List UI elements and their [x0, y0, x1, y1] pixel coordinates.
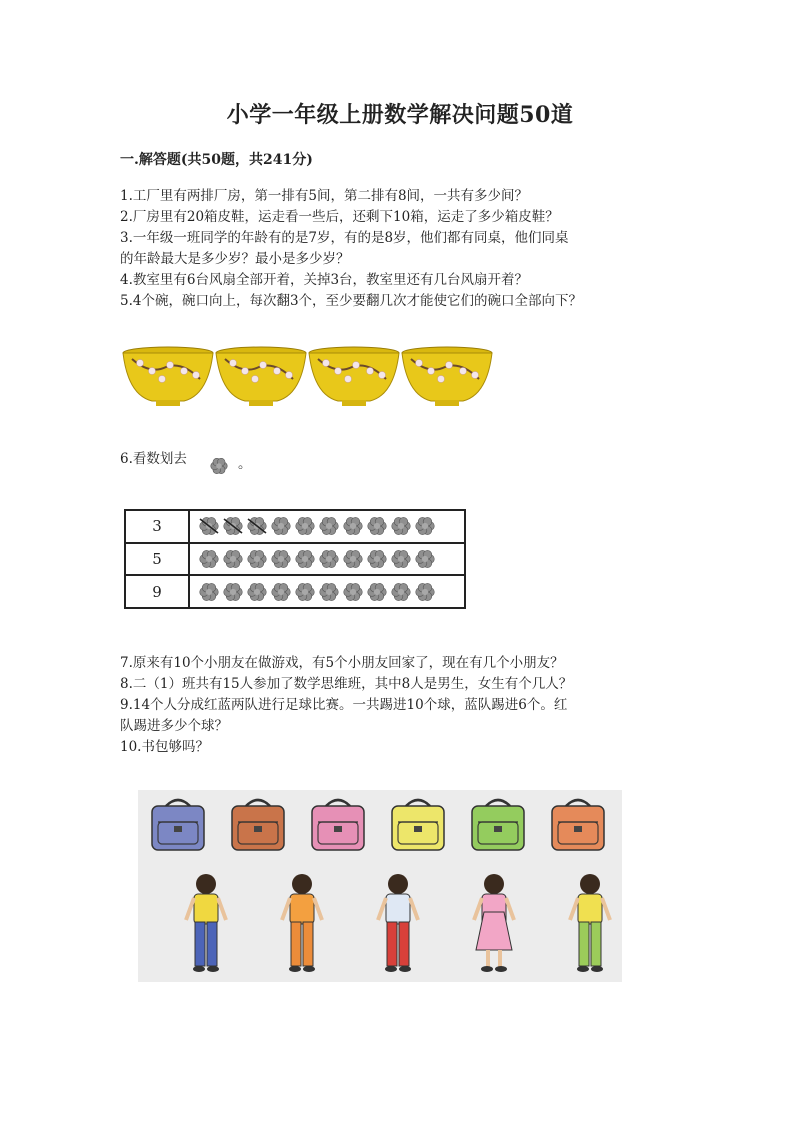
- flower-icon[interactable]: [414, 581, 436, 603]
- child-image: [570, 874, 610, 972]
- question-2: 2.厂房里有20箱皮鞋，运走看一些后，还剩下10箱，运走了多少箱皮鞋？: [120, 209, 559, 225]
- question-7: 7.原来有10个小朋友在做游戏，有5个小朋友回家了，现在有几个小朋友？: [120, 655, 564, 671]
- schoolbag-image: [232, 800, 284, 850]
- page-title: 小学一年级上册数学解决问题50道: [226, 102, 574, 128]
- flower-icon[interactable]: [390, 581, 412, 603]
- flower-icon: [208, 455, 230, 477]
- question-9-line-1: 9.14个人分成红蓝两队进行足球比赛。一共踢进10个球，蓝队踢进6个。红: [120, 697, 568, 713]
- question-3-line-1: 3.一年级一班同学的年龄有的是7岁，有的是8岁，他们都有同桌，他们同桌: [120, 230, 569, 246]
- child-image: [282, 874, 322, 972]
- crossed-flower-icon[interactable]: [222, 515, 244, 537]
- flower-icon[interactable]: [366, 515, 388, 537]
- flower-icon[interactable]: [342, 548, 364, 570]
- bags-children-illustration: [138, 790, 622, 982]
- schoolbag-image: [152, 800, 204, 850]
- flower-icon[interactable]: [294, 581, 316, 603]
- flower-icon[interactable]: [414, 548, 436, 570]
- flower-icon[interactable]: [342, 515, 364, 537]
- flower-icon[interactable]: [366, 548, 388, 570]
- flower-row: [125, 543, 465, 576]
- schoolbag-image: [552, 800, 604, 850]
- schoolbag-image: [312, 800, 364, 850]
- flower-icon[interactable]: [318, 515, 340, 537]
- bowl-image: [216, 347, 306, 406]
- question-8: 8.二（1）班共有15人参加了数学思维班，其中8人是男生，女生有个几人？: [120, 676, 573, 692]
- question-1: 1.工厂里有两排厂房，第一排有5间，第二排有8间，一共有多少间？: [120, 188, 529, 204]
- flower-row: [125, 575, 465, 608]
- schoolbag-image: [392, 800, 444, 850]
- question-5: 5.4个碗，碗口向上，每次翻3个，至少要翻几次才能使它们的碗口全部向下？: [120, 293, 583, 309]
- child-image: [186, 874, 226, 972]
- flower-icon[interactable]: [318, 581, 340, 603]
- child-image: [474, 874, 514, 972]
- flower-icon[interactable]: [390, 548, 412, 570]
- flower-row: [125, 510, 465, 543]
- section-heading: 一.解答题(共50题，共241分): [120, 152, 313, 168]
- question-10: 10.书包够吗？: [120, 739, 209, 755]
- question-3-line-2: 的年龄最大是多少岁？最小是多少岁？: [120, 251, 350, 267]
- schoolbag-image: [472, 800, 524, 850]
- flower-icon[interactable]: [318, 548, 340, 570]
- bowl-image: [309, 347, 399, 406]
- flower-icon[interactable]: [270, 515, 292, 537]
- question-6-end: 。: [238, 456, 252, 472]
- row-number: 5: [125, 543, 189, 576]
- flower-count-table: [124, 509, 466, 609]
- flower-icon[interactable]: [366, 581, 388, 603]
- bowls-illustration: [122, 345, 494, 407]
- flower-icon[interactable]: [414, 515, 436, 537]
- child-image: [378, 874, 418, 972]
- flower-icon[interactable]: [270, 581, 292, 603]
- row-number: 3: [125, 510, 189, 543]
- flower-icon[interactable]: [246, 548, 268, 570]
- bowl-image: [402, 347, 492, 406]
- bowl-image: [123, 347, 213, 406]
- question-9-line-2: 队踢进多少个球？: [120, 718, 228, 734]
- flower-icon[interactable]: [294, 515, 316, 537]
- flower-icon[interactable]: [222, 581, 244, 603]
- flower-icon[interactable]: [342, 581, 364, 603]
- flower-icon[interactable]: [246, 581, 268, 603]
- flower-icon[interactable]: [222, 548, 244, 570]
- flower-icon[interactable]: [198, 581, 220, 603]
- row-number: 9: [125, 575, 189, 608]
- flower-icon[interactable]: [390, 515, 412, 537]
- flower-icon[interactable]: [270, 548, 292, 570]
- crossed-flower-icon[interactable]: [246, 515, 268, 537]
- crossed-flower-icon[interactable]: [198, 515, 220, 537]
- flower-icon[interactable]: [198, 548, 220, 570]
- question-4: 4.教室里有6台风扇全部开着，关掉3台，教室里还有几台风扇开着？: [120, 272, 529, 288]
- flower-icon[interactable]: [294, 548, 316, 570]
- question-6: 6.看数划去: [120, 451, 187, 467]
